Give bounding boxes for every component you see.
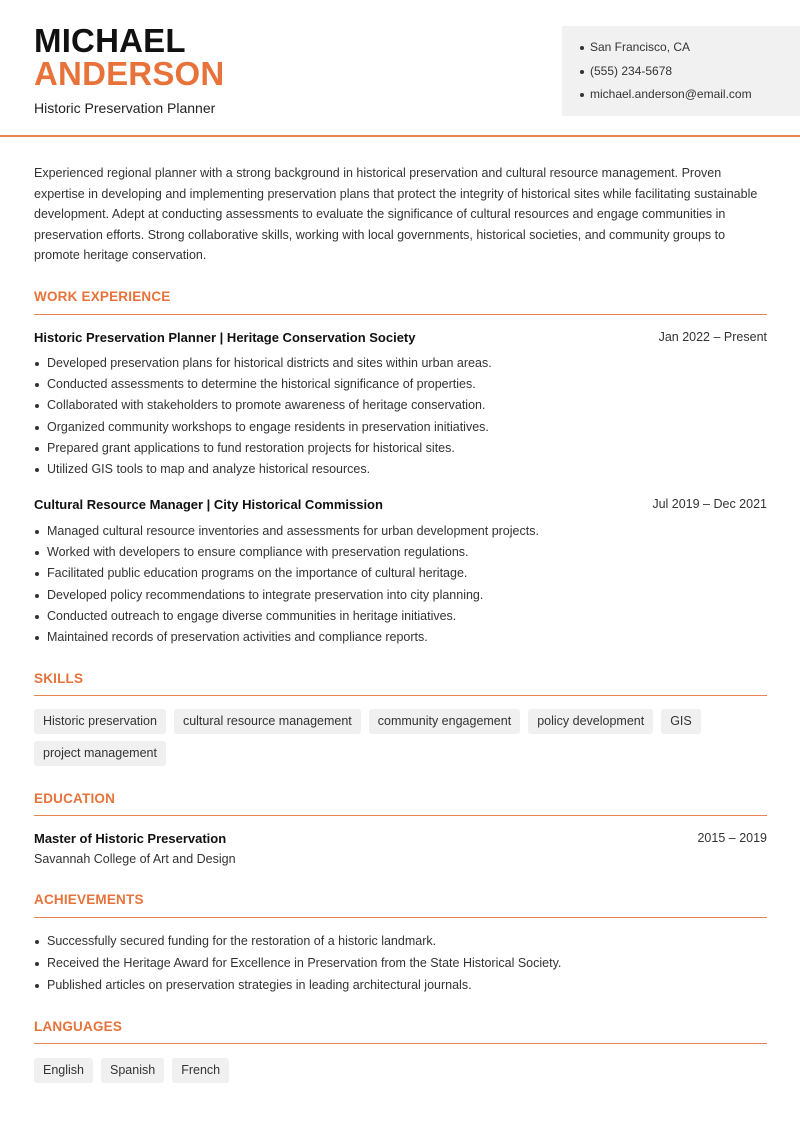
section-divider <box>34 695 767 696</box>
job-date: Jan 2022 – Present <box>658 330 767 344</box>
education-date: 2015 – 2019 <box>697 831 767 845</box>
contact-phone: (555) 234-5678 <box>580 62 784 86</box>
list-item: Successfully secured funding for the restoration of a historic landmark. <box>34 932 767 954</box>
skills-tags <box>34 709 767 766</box>
first-name: MICHAEL <box>34 22 186 59</box>
section-divider <box>34 815 767 816</box>
language-tag: French <box>172 1058 229 1083</box>
list-item: Developed preservation plans for historical districts and sites within urban areas. <box>34 354 767 375</box>
language-tag: English <box>34 1058 93 1083</box>
languages-tags <box>34 1058 767 1083</box>
section-divider <box>34 1043 767 1044</box>
contact-email[interactable]: michael.anderson@email.com <box>580 85 784 109</box>
job-header <box>34 330 767 348</box>
job-role: Cultural Resource Manager | City Historical Commission <box>34 497 383 512</box>
list-item: Received the Heritage Award for Excellence in Preservation from the State Historical Society. <box>34 954 767 976</box>
section-title-work: WORK EXPERIENCE <box>34 289 171 304</box>
section-title-education: EDUCATION <box>34 791 116 806</box>
skill-tag: cultural resource management <box>174 709 361 734</box>
list-item: Collaborated with stakeholders to promote awareness of heritage conservation. <box>34 396 767 417</box>
list-item: Maintained records of preservation activities and compliance reports. <box>34 628 767 649</box>
section-title-skills: SKILLS <box>34 671 84 686</box>
education-degree: Master of Historic Preservation <box>34 831 227 846</box>
section-divider <box>34 917 767 918</box>
list-item: Facilitated public education programs on the importance of cultural heritage. <box>34 564 767 585</box>
summary: Experienced regional planner with a strong background in historical preservation and cultural resource management. Proven expertise in developing and implementing preservation plans that protect the integrity of historical sites while facilitating sustainable development. Adept at conducting assessments to evaluate the significance of cultural resources and engage communities in preservation efforts. Strong collaborative skills, working with local governments, historical societies, and community groups to promote heritage conservation. <box>34 166 758 262</box>
job-bullets <box>34 354 767 481</box>
resume-header <box>0 0 800 137</box>
list-item: Prepared grant applications to fund restoration projects for historical sites. <box>34 439 767 460</box>
section-title-languages: LANGUAGES <box>34 1019 123 1034</box>
section-divider <box>34 314 767 315</box>
list-item: Conducted outreach to engage diverse communities in heritage initiatives. <box>34 607 767 628</box>
skill-tag: GIS <box>661 709 701 734</box>
list-item: Developed policy recommendations to integrate preservation into city planning. <box>34 586 767 607</box>
job-bullets <box>34 522 767 649</box>
language-tag: Spanish <box>101 1058 164 1083</box>
education-school: Savannah College of Art and Design <box>34 852 236 866</box>
list-item: Managed cultural resource inventories and assessments for urban development projects. <box>34 522 767 543</box>
job-role: Historic Preservation Planner | Heritage Conservation Society <box>34 330 416 345</box>
skill-tag: project management <box>34 741 166 766</box>
section-title-achievements: ACHIEVEMENTS <box>34 892 144 907</box>
last-name: ANDERSON <box>34 55 225 92</box>
list-item: Conducted assessments to determine the historical significance of properties. <box>34 375 767 396</box>
contact-location: San Francisco, CA <box>580 38 784 62</box>
job-title: Historic Preservation Planner <box>34 100 216 116</box>
job-date: Jul 2019 – Dec 2021 <box>652 497 767 511</box>
list-item: Published articles on preservation strategies in leading architectural journals. <box>34 976 767 998</box>
contact-box <box>562 26 800 116</box>
list-item: Worked with developers to ensure compliance with preservation regulations. <box>34 543 767 564</box>
list-item: Organized community workshops to engage residents in preservation initiatives. <box>34 418 767 439</box>
list-item: Utilized GIS tools to map and analyze historical resources. <box>34 460 767 481</box>
skill-tag: Historic preservation <box>34 709 166 734</box>
skill-tag: policy development <box>528 709 653 734</box>
achievements-list <box>34 932 767 998</box>
skill-tag: community engagement <box>369 709 520 734</box>
job-header <box>34 497 767 515</box>
